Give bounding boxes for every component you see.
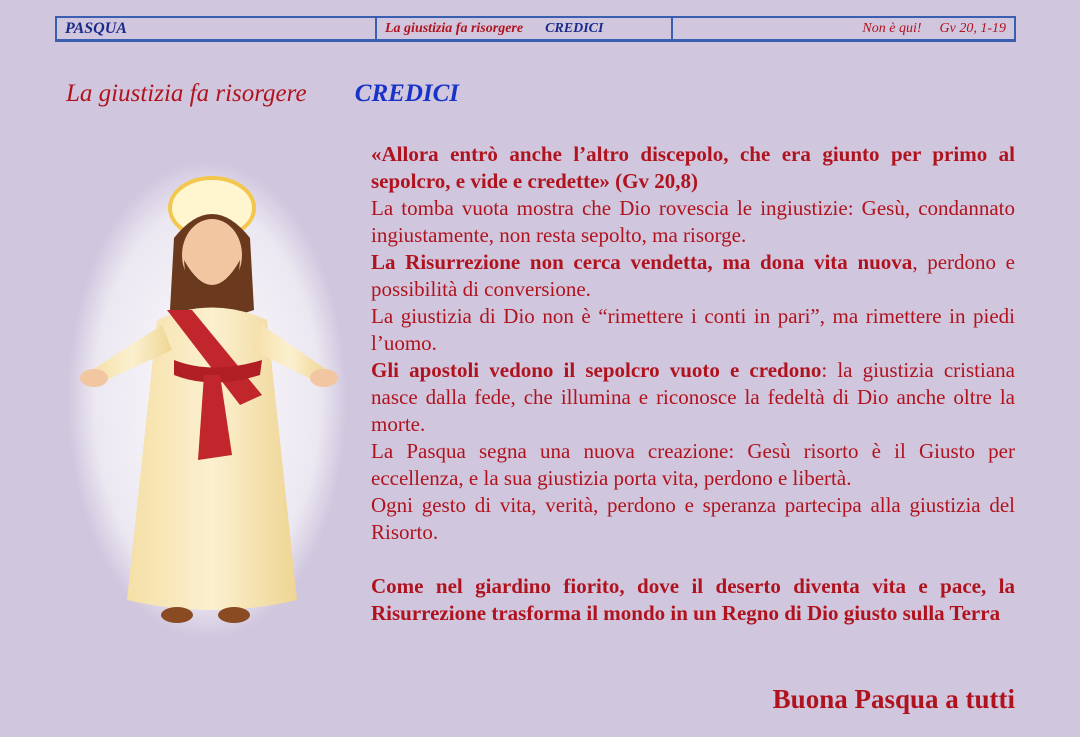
paragraph-text: La giustizia di Dio non è “rimettere i conti in pari”, ma rimettere in piedi l’uomo. xyxy=(371,304,1015,355)
paragraph-text: : la giustizia cristiana nasce dalla fede, che illumina e riconosce la fedeltà di Dio anche oltre la morte. xyxy=(371,358,1015,436)
header-theme-label: La giustizia fa risorgere xyxy=(385,20,524,36)
header-note-label: Non è qui! xyxy=(862,20,922,36)
paragraph-spacer xyxy=(371,546,1015,573)
final-statement xyxy=(371,573,1015,627)
page-title-main: La giustizia fa risorgere xyxy=(66,80,307,107)
paragraph-bold: «Allora entrò anche l’altro discepolo, che era giunto per primo al sepolcro, e vide e credette» (Gv 20,8) xyxy=(371,142,1015,193)
closing-greeting: Buona Pasqua a tutti xyxy=(772,684,1015,714)
page-title xyxy=(66,80,459,108)
paragraph-text: Ogni gesto di vita, verità, perdono e speranza partecipa alla giustizia del Risorto. xyxy=(371,493,1015,544)
paragraph xyxy=(371,303,1015,357)
header-section-label: PASQUA xyxy=(65,19,127,37)
left-sandal xyxy=(161,607,193,623)
left-hand xyxy=(80,369,108,387)
paragraph-text: , perdono e possibilità di conversione. xyxy=(371,250,1015,301)
risen-jesus-illustration xyxy=(62,160,352,640)
header-bar xyxy=(55,16,1016,42)
header-reference xyxy=(671,18,1014,39)
paragraph-bold: La Risurrezione non cerca vendetta, ma dona vita nuova xyxy=(371,250,913,274)
paragraph xyxy=(371,438,1015,492)
header-section xyxy=(57,18,375,39)
final-statement-text: Come nel giardino fiorito, dove il deserto diventa vita e pace, la Risurrezione trasforma il mondo in un Regno di Dio giusto sulla Terra xyxy=(371,574,1015,625)
paragraph xyxy=(371,357,1015,438)
header-reference-label: Gv 20, 1-19 xyxy=(939,20,1006,36)
body-text xyxy=(371,141,1015,627)
paragraph-bold: Gli apostoli vedono il sepolcro vuoto e credono xyxy=(371,358,822,382)
paragraph-text: La Pasqua segna una nuova creazione: Gesù risorto è il Giusto per eccellenza, e la sua giustizia porta vita, perdono e libertà. xyxy=(371,439,1015,490)
page-title-keyword: CREDICI xyxy=(354,80,460,107)
header-keyword-label: CREDICI xyxy=(545,20,604,36)
paragraph xyxy=(371,492,1015,546)
paragraph xyxy=(371,249,1015,303)
right-hand xyxy=(310,369,338,387)
right-sandal xyxy=(218,607,250,623)
header-theme xyxy=(375,18,671,39)
paragraph xyxy=(371,141,1015,195)
paragraph-text: La tomba vuota mostra che Dio rovescia le ingiustizie: Gesù, condannato ingiustamente, non resta sepolto, ma risorge. xyxy=(371,196,1015,247)
paragraph xyxy=(371,195,1015,249)
